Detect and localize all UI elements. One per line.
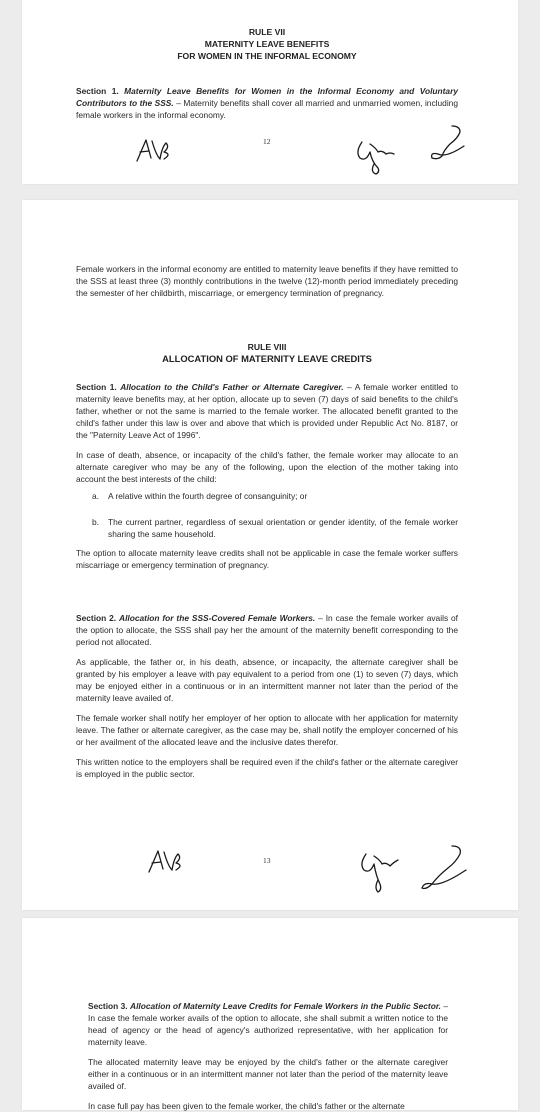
section-body: – In case the female worker avails of the option to allocate, she shall submit a written notice to the head of agency or the head of agency's authorized representative, with her application for maternity leave. [88, 1001, 449, 1047]
section-1-block [76, 381, 458, 571]
paragraph: The option to allocate maternity leave credits shall not be applicable in case the female worker suffers miscarriage or emergency termination of pregnancy. [76, 548, 458, 570]
section-heading: Maternity Leave Benefits for Women in the Informal Economy and Voluntary Contributors to the SSS. [76, 86, 459, 108]
paragraph: The female worker shall notify her employer of her option to allocate with her application for maternity leave. The father or alternate caregiver, as the case may be, shall notify the employer concerned of his or her availment of the allocated leave and the inclusive dates therefor. [76, 713, 458, 747]
signature [418, 840, 470, 896]
section-heading: Allocation of Maternity Leave Credits for Female Workers in the Public Sector. [130, 1001, 441, 1011]
intro-paragraph-block [76, 263, 458, 299]
paragraph: As applicable, the father or, in his death, absence, or incapacity, the alternate caregiver shall be granted by his employer a leave with pay equivalent to a period from one (1) to seven (7) days, which may be enjoyed either in a continuous or in an intermittent manner not later than the period of the maternity leave availed of. [76, 657, 458, 703]
paragraph: The allocated maternity leave may be enjoyed by the child's father or the alternate caregiver either in a continuous or in an intermittent manner not later than the period of the maternity leave availed of. [88, 1057, 448, 1091]
paragraph: In case of death, absence, or incapacity of the child's father, the female worker may allocate to an alternate caregiver who may be any of the following, upon the election of the mother taking into account the best interests of the child: [76, 450, 458, 484]
intro-paragraph: Female workers in the informal economy are entitled to maternity leave benefits if they have remitted to the SSS at least three (3) monthly contributions in the twelve (12)-month period immediately preceding the semester of her childbirth, miscarriage, or emergency termination of pregnancy. [76, 264, 458, 298]
section-heading: Allocation to the Child's Father or Alternate Caregiver. [120, 382, 344, 392]
section-body: – In case the female worker avails of the option to allocate, the SSS shall pay her the amount of the maternity benefit corresponding to the period not allocated. [76, 613, 458, 647]
signature [424, 120, 470, 168]
section-label: Section 3. [88, 1001, 128, 1011]
rule-label: RULE VIII [247, 342, 287, 352]
rule-title-line-2: FOR WOMEN IN THE INFORMAL ECONOMY [177, 51, 357, 61]
initials-signature [134, 135, 176, 165]
paragraph: In case full pay has been given to the female worker, the child's father or the alternate [88, 1101, 405, 1111]
section-3-block [88, 1000, 448, 1112]
signature [350, 128, 400, 178]
document-page-3 [22, 918, 518, 1110]
signature [354, 840, 404, 896]
paragraph: This written notice to the employers shall be required even if the child's father or the alternate caregiver is employed in the public sector. [76, 757, 458, 779]
section-2-block [76, 612, 458, 780]
section-heading: Allocation for the SSS-Covered Female Workers. [119, 613, 316, 623]
list-item-label: b. [92, 517, 99, 527]
document-page-2 [22, 200, 518, 910]
section-body: – Maternity benefits shall cover all married and unmarried women, including female workers in the informal economy. [76, 98, 458, 120]
rule-title: ALLOCATION OF MATERNITY LEAVE CREDITS [162, 353, 372, 364]
list-item [92, 516, 458, 540]
list-item-label: a. [92, 491, 99, 501]
section-label: Section 2. [76, 613, 117, 623]
section-body: – A female worker entitled to maternity leave benefits may, at her option, allocate up to seven (7) days of said benefits to the child's father, whether or not the same is married to the female worker. The allocated benefit granted to the child's father under this law is over and above that which is provided under Republic Act No. 8187, or the "Paternity Leave Act of 1996". [76, 382, 458, 440]
list-item [92, 490, 458, 502]
page-number: 13 [263, 856, 271, 865]
rule-heading [76, 26, 458, 62]
page-number: 12 [263, 137, 271, 146]
rule-title-line-1: MATERNITY LEAVE BENEFITS [204, 39, 330, 49]
list-item-text: The current partner, regardless of sexual orientation or gender identity, of the female worker sharing the same household. [108, 517, 458, 539]
rule-heading [76, 341, 458, 365]
caregiver-list [76, 490, 458, 540]
section-label: Section 1. [76, 382, 117, 392]
document-page-1 [22, 0, 518, 184]
section-label: Section 1. [76, 86, 119, 96]
list-item-text: A relative within the fourth degree of consanguinity; or [108, 491, 308, 501]
rule-label: RULE VII [248, 27, 286, 37]
initials-signature [146, 846, 188, 876]
section-paragraph [76, 85, 458, 121]
